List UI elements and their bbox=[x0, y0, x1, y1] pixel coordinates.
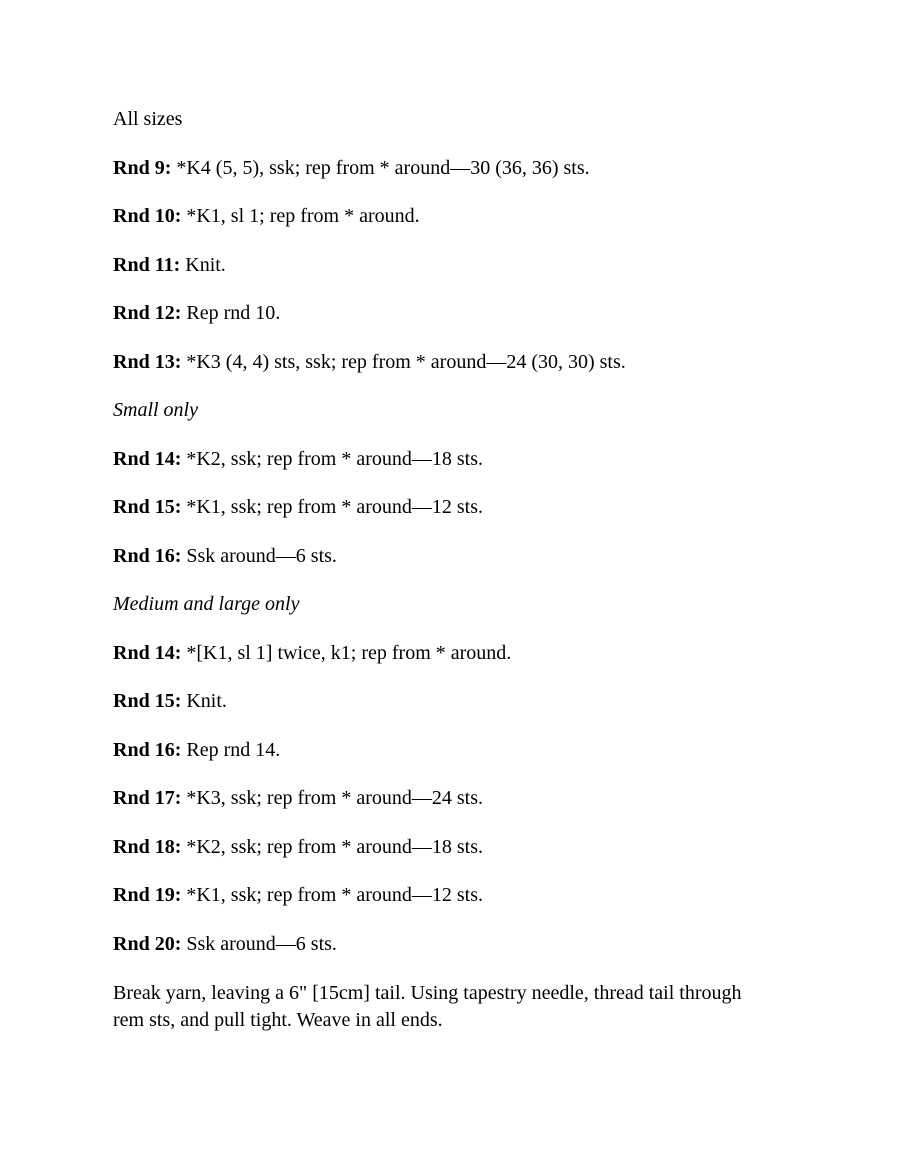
round-text: Ssk around—6 sts. bbox=[181, 933, 337, 955]
round-instruction bbox=[113, 785, 483, 811]
round-label: Rnd 14: bbox=[113, 448, 182, 470]
round-label: Rnd 19: bbox=[113, 884, 182, 906]
round-instruction bbox=[113, 494, 483, 520]
round-label: Rnd 17: bbox=[113, 787, 182, 809]
round-text: *K3, ssk; rep from * around—24 sts. bbox=[181, 787, 483, 809]
round-text: *K2, ssk; rep from * around—18 sts. bbox=[181, 836, 483, 858]
round-label: Rnd 16: bbox=[113, 739, 182, 761]
round-instruction bbox=[113, 834, 483, 860]
round-text: Knit. bbox=[181, 690, 227, 712]
round-text: Ssk around—6 sts. bbox=[181, 545, 337, 567]
finishing-paragraph: Break yarn, leaving a 6" [15cm] tail. Using tapestry needle, thread tail through rem sts, and pull tight. Weave in all ends. bbox=[113, 982, 742, 1031]
round-label: Rnd 11: bbox=[113, 254, 181, 276]
round-instruction bbox=[113, 688, 227, 714]
round-text: Rep rnd 10. bbox=[181, 302, 281, 324]
round-label: Rnd 13: bbox=[113, 351, 182, 373]
round-instruction bbox=[113, 203, 420, 229]
section-heading-all-sizes: All sizes bbox=[113, 108, 183, 130]
round-text: *K1, ssk; rep from * around—12 sts. bbox=[181, 884, 483, 906]
round-instruction bbox=[113, 931, 337, 957]
round-label: Rnd 14: bbox=[113, 642, 182, 664]
round-label: Rnd 20: bbox=[113, 933, 182, 955]
round-text: *K4 (5, 5), ssk; rep from * around—30 (36, 36) sts. bbox=[171, 157, 590, 179]
round-instruction bbox=[113, 300, 280, 326]
round-text: *K2, ssk; rep from * around—18 sts. bbox=[181, 448, 483, 470]
round-label: Rnd 16: bbox=[113, 545, 182, 567]
section-heading-medium-large: Medium and large only bbox=[113, 593, 300, 615]
round-label: Rnd 10: bbox=[113, 205, 182, 227]
round-label: Rnd 9: bbox=[113, 157, 172, 179]
round-text: *K3 (4, 4) sts, ssk; rep from * around—24 (30, 30) sts. bbox=[181, 351, 626, 373]
round-text: Knit. bbox=[180, 254, 226, 276]
round-label: Rnd 12: bbox=[113, 302, 182, 324]
section-heading-small: Small only bbox=[113, 399, 198, 421]
round-text: *K1, ssk; rep from * around—12 sts. bbox=[181, 496, 483, 518]
round-text: *[K1, sl 1] twice, k1; rep from * around. bbox=[181, 642, 512, 664]
round-instruction bbox=[113, 446, 483, 472]
round-instruction bbox=[113, 349, 626, 375]
round-instruction bbox=[113, 882, 483, 908]
round-instruction bbox=[113, 252, 226, 278]
round-label: Rnd 18: bbox=[113, 836, 182, 858]
round-label: Rnd 15: bbox=[113, 690, 182, 712]
round-label: Rnd 15: bbox=[113, 496, 182, 518]
round-instruction bbox=[113, 737, 280, 763]
round-instruction bbox=[113, 155, 590, 181]
round-instruction bbox=[113, 543, 337, 569]
round-text: Rep rnd 14. bbox=[181, 739, 281, 761]
round-text: *K1, sl 1; rep from * around. bbox=[181, 205, 420, 227]
round-instruction bbox=[113, 640, 511, 666]
